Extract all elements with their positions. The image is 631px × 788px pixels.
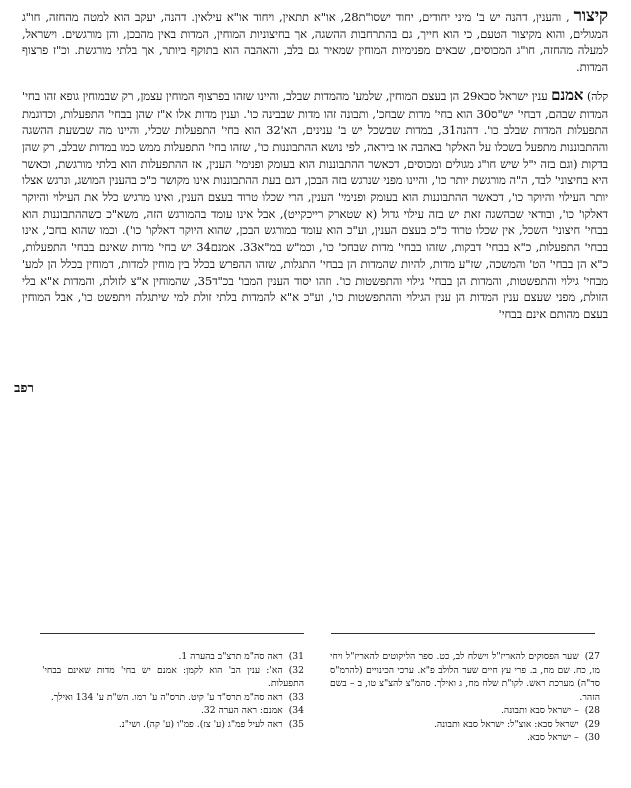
footnote-number: 31) [288,651,304,662]
footnote-number: 29) [584,718,600,730]
footnotes-left-column [42,650,304,731]
footnote-text: אמנם: ראה הערה 32. [200,705,283,716]
footnote-text: ראה סה"מ תרס"ד ע' קיט. תרס"ה ע' רמו. הש"ת ע' 134 ואילך. [50,691,283,703]
paragraph-2-label: קלה) [586,89,608,103]
footnote-text: ראה לעיל פמ"ג (ע' צז). פמ"ו (ע' קה). ושי"נ. [118,718,283,730]
paragraph-1 [22,8,608,76]
footnote-number: 27) [584,651,600,662]
paragraph-2-lead: אמנם [551,85,584,104]
footnote [42,664,304,691]
footnote [42,691,304,705]
footnote [330,731,600,745]
main-text [22,8,608,334]
paragraph-2-text: ענין ישראל סבא29 הן בעצם המוחין, שלמע' מהמדות שבלב, והיינו שזהו בפרצוף המוחין עצמן, רק שבמוחין גופא זהו בחי' המדות שבהם, דבחי' יש"ס30 הוא בחי' מדות שבחכ', ותבונה זהו מדות שבבינה כו'. וענין מדות אלו א"ז שהן בבחי' התפעלות, וכדוגמת התפעלות המדות שבלב כו'. דהנה31, במדות שבשכל יש ב' ענינים, הא'32 הוא בחי' התפעלות שכלי, והיינו מה שבשעת ההשגה וההתבוננות מתפעל בשכלו על האלקו' באהבה או ביראה, לפי נושא ההתבוננות כו', שזהו בחי' התפעלות ממש כמו במדות שבלב, רק שהן בדקות (וגם בזה י"ל שיש חו"ג מגולים ומכוסים, דכאשר ההתבוננות הוא בעומק ופנימי' הענין, אז ההתפעלות הוא בלתי מורגשת, וכאשר היא בחיצוני' לבד, ה"ה מורגשת יותר כו', והיינו מפני שנרגש בזה הבכן, דגם בעת ההתבוננות אינו מקושר כ"כ בהענין המושג, ונרגש אצלו יותר העילוי והיוקר כו', דכאשר ההתבוננות הוא בעומק ופנימי' הענין, הרי שכלו טרוד בעצם הענין, ואינו מרגיש כלל את העילוי והיוקר דאלקו' כו', ובודאי שבהשגה זאת יש בזה עילוי גדול (א שטארק רייכקייט), אבל אינו עומד בהמורגש הזה, משא"כ כשההתבוננות הוא בבחי' חיצוני' השכל, אין שכלו טרוד כ"כ בעצם הענין, וע"כ הוא עומד במורגש הבכן, שהוא היוקר דאלקו' כו'). וכמו שהוא בחכ', אינו בבחי' התפעלות, כ"א בבחי' דבקות, שזהו בבחי' מדות שבחכ' כו', וכמ"ש במ"א33. אמנם34 יש בחי' מדות שאינם בבחי' התפעלות, כ"א הן בבחי' הט' והמשכה, שז"ע מדות, להיות שהמדות הן בבחי' התגלות, שזהו ההפרש בכלל בין מוחין למדות, דמוחין בכלל הן למע' מבחי' גילוי והתפשטות, והמדות הן בבחי' גילוי והתפשטות כו'. וזהו יסוד הענין המבו' בכ"ד35, שהמוחין א"צ לזולת, והמדות א"א בלי הזולת, מפני שעצם ענין המדות הן ענין הגילוי וההתפשטות כו', וע"כ א"א להמדות בלתי זולת למי שיתגלה ויתפשט כו', אבל המוחין בעצם מהותם אינם בבחי' [22,88,608,321]
footnote-text: ראה סה"מ תרצ"ב בהערה 1. [178,651,283,662]
paragraph-2 [22,87,608,323]
footnote [42,704,304,718]
paragraph-1-lead: קיצור [573,6,608,26]
footnote-text: הא': ענין הב' הוא לקמן: אמנם יש בחי' מדות שאינם בבחי' התפעלות. [42,664,304,689]
footnote-text: ישראל סבא: אוצ"ל: ישראל סבא ותבונה. [433,718,579,730]
footnotes-right-column [330,650,600,745]
footnote-number: 35) [288,718,304,730]
footnote-text: שער הפסוקים להאריז"ל וישלח לב, כט. ספר הליקוטים להאריז"ל ויחי מו, כח. שם מח, ב. פרי עץ חיים שער הלולב פ"א. ערכי הכינויים (להרמ"ס סד"ה) מערכת ראש. לקו"ת שלח מח, ג ואילך. סהמ"צ להצ"צ טו, ב – בשם הזהר. [330,651,600,703]
footnote [330,704,600,718]
footnote [330,718,600,732]
paragraph-1-text: , והענין, דהנה יש ב' מיני יחודים, יחוד ישסו"ת28, או"א תתאין, ויחוד או"א עילאין. דהנה, יעקב הוא למטה מהחזה, חו"ג המגולים, והוא מקיצור הטעם, כי הוא חייך, גם בהתרחבות ההשגה, אך בחיצוניות המוחין, המדות באין מהבכן, והן מורגשים. וישראל, למעלה מהחזה, חו"ג המכוסים, שבאים מפנימיות המוחין שמאיר גם בלב, והאהבה הוא בתוקף ביותר, אך בלתי מורגשת. וכ"ז פרצוף המדות. [22,10,608,75]
footnote-number: 34) [288,705,304,716]
footnote [42,650,304,664]
footnote-number: 28) [584,705,600,716]
footnote-number: 30) [584,732,600,743]
footnote [42,718,304,732]
footnote-number: 33) [288,691,304,703]
footnote-text: – ישראל סבא. [526,732,579,743]
footnote [330,650,600,704]
page-margin-note: רפב [14,381,34,396]
footnote-number: 32) [288,664,304,676]
footnote-divider-left [40,633,304,634]
footnote-text: – ישראל סבא ותבונה. [501,705,579,716]
footnote-divider-right [331,633,595,634]
